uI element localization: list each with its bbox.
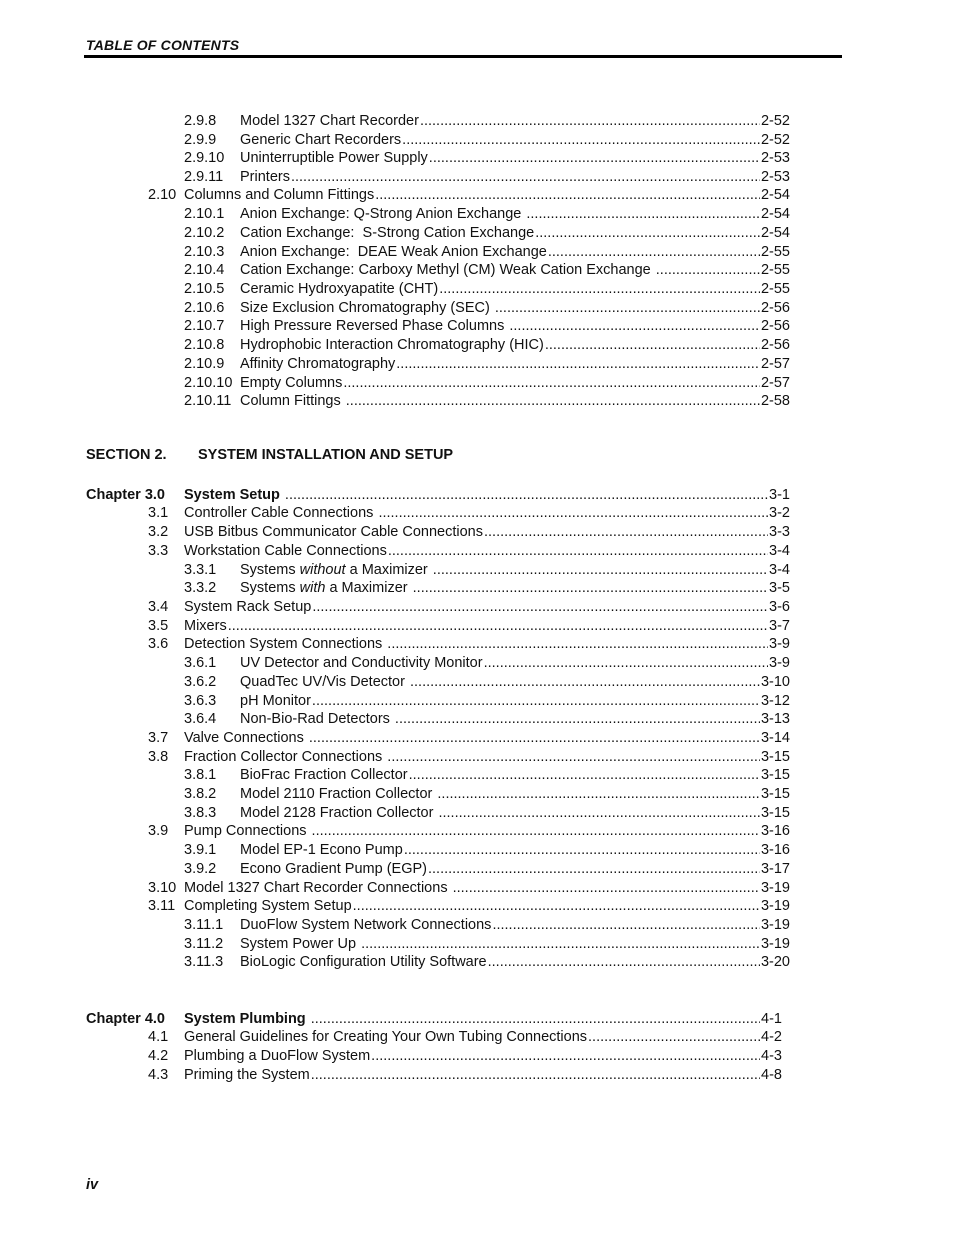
toc-entry[interactable] [184, 205, 790, 224]
toc-entry-page: 3-14 [760, 730, 790, 746]
toc-entry-title: Ceramic Hydroxyapatite (CHT) [240, 281, 439, 297]
toc-entry-title: Columns and Column Fittings [184, 187, 375, 203]
toc-entry-page: 3-7 [769, 618, 790, 634]
dot-leader [387, 635, 768, 654]
toc-entry[interactable] [184, 766, 790, 785]
section-number: SECTION 2. [86, 447, 167, 463]
toc-entry[interactable] [184, 841, 790, 860]
toc-entry[interactable] [184, 561, 790, 580]
toc-entry[interactable] [184, 860, 790, 879]
toc-entry-title: BioLogic Configuration Utility Software [240, 954, 487, 970]
toc-entry[interactable] [184, 710, 790, 729]
dot-leader [291, 168, 760, 187]
toc-entry-number: 2.9.10 [184, 150, 225, 166]
toc-entry-number: 3.6 [148, 636, 169, 652]
toc-entry[interactable] [184, 168, 790, 187]
dot-leader [402, 131, 760, 150]
dot-leader [437, 785, 760, 804]
toc-entry-title: Anion Exchange: Q-Strong Anion Exchange [240, 206, 526, 222]
dot-leader [228, 617, 768, 636]
toc-entry[interactable] [184, 916, 790, 935]
toc-entry[interactable] [148, 822, 790, 841]
toc-entry-title: Anion Exchange: DEAE Weak Anion Exchange [240, 244, 547, 260]
toc-entry-page: 2-55 [760, 281, 790, 297]
toc-entry-page: 3-16 [760, 823, 790, 839]
toc-entry-number: 3.8.1 [184, 767, 217, 783]
toc-entry-title: pH Monitor [240, 693, 311, 709]
toc-entry-title: Systems without a Maximizer [240, 562, 432, 578]
toc-entry-number: 3.11.3 [184, 954, 224, 970]
dot-leader [509, 317, 760, 336]
toc-entry-number: 3.2 [148, 524, 169, 540]
toc-entry-number: Chapter 3.0 [86, 487, 165, 503]
toc-entry[interactable] [184, 392, 790, 411]
toc-entry-title: USB Bitbus Communicator Cable Connections [184, 524, 483, 540]
toc-entry[interactable] [148, 729, 790, 748]
toc-entry-page: 3-15 [760, 767, 790, 783]
toc-entry[interactable] [184, 804, 790, 823]
toc-entry-page: 3-2 [769, 505, 790, 521]
toc-entry[interactable] [184, 692, 790, 711]
toc-entry-number: 2.10.7 [184, 318, 225, 334]
dot-leader [361, 935, 760, 954]
toc-entry-number: 2.10 [148, 187, 177, 203]
toc-entry-number: 3.3.1 [184, 562, 217, 578]
dot-leader [433, 561, 768, 580]
toc-entry-title: Empty Columns [240, 375, 343, 391]
dot-leader [285, 486, 768, 505]
toc-entry-page: 2-54 [760, 206, 790, 222]
toc-entry-page: 3-17 [760, 861, 790, 877]
toc-entry[interactable] [184, 317, 790, 336]
toc-entry-title: UV Detector and Conductivity Monitor [240, 655, 483, 671]
toc-entry-page: 4-3 [761, 1048, 782, 1064]
dot-leader [343, 374, 760, 393]
toc-entry-number: 2.10.10 [184, 375, 233, 391]
toc-entry-number: 3.6.2 [184, 674, 217, 690]
toc-entry-number: 3.8 [148, 749, 169, 765]
dot-leader [396, 355, 760, 374]
toc-entry-page: 3-16 [760, 842, 790, 858]
toc-entry-title: Workstation Cable Connections [184, 543, 387, 559]
dot-leader [548, 243, 760, 262]
toc-entry-number: 3.3 [148, 543, 169, 559]
toc-entry-title: DuoFlow System Network Connections [240, 917, 492, 933]
toc-entry-number: 3.3.2 [184, 580, 217, 596]
toc-entry[interactable] [184, 579, 790, 598]
running-header: TABLE OF CONTENTS [86, 37, 240, 53]
dot-leader [420, 112, 760, 131]
toc-entry-number: 3.6.4 [184, 711, 217, 727]
toc-entry[interactable] [148, 1047, 782, 1066]
toc-entry-title: Controller Cable Connections [184, 505, 378, 521]
toc-entry[interactable] [184, 785, 790, 804]
toc-entry-page: 3-13 [760, 711, 790, 727]
toc-entry-page: 4-2 [761, 1029, 782, 1045]
dot-leader [346, 392, 760, 411]
toc-entry-title: Model 1327 Chart Recorder [240, 113, 419, 129]
toc-entry-number: 3.9 [148, 823, 169, 839]
toc-entry-title: Completing System Setup [184, 898, 352, 914]
dot-leader [439, 280, 760, 299]
toc-entry-page: 2-53 [760, 150, 790, 166]
toc-entry-number: 2.9.9 [184, 132, 217, 148]
dot-leader [409, 766, 760, 785]
dot-leader [545, 336, 760, 355]
dot-leader [413, 579, 768, 598]
toc-entry[interactable] [184, 673, 790, 692]
toc-entry-number: 2.10.4 [184, 262, 225, 278]
toc-entry[interactable] [148, 1028, 782, 1047]
toc-entry-number: 2.10.6 [184, 300, 225, 316]
dot-leader [526, 205, 760, 224]
toc-entry-title: Pump Connections [184, 823, 311, 839]
toc-entry[interactable] [148, 635, 790, 654]
toc-entry-page: 4-8 [761, 1067, 782, 1083]
toc-entry-title: Model 2110 Fraction Collector [240, 786, 437, 802]
toc-entry-page: 2-58 [760, 393, 790, 409]
toc-entry-number: 3.10 [148, 880, 177, 896]
toc-entry-title: Non-Bio-Rad Detectors [240, 711, 394, 727]
toc-entry-page: 3-15 [760, 786, 790, 802]
dot-leader [353, 897, 760, 916]
toc-entry[interactable] [148, 617, 790, 636]
toc-entry-page: 3-6 [769, 599, 790, 615]
dot-leader [438, 804, 760, 823]
toc-entry-title: QuadTec UV/Vis Detector [240, 674, 409, 690]
toc-entry[interactable] [184, 224, 790, 243]
dot-leader [309, 729, 760, 748]
toc-entry-number: 2.10.1 [184, 206, 225, 222]
toc-entry[interactable] [184, 243, 790, 262]
dot-leader [404, 841, 760, 860]
toc-entry-number: 3.8.3 [184, 805, 217, 821]
toc-entry-title: Mixers [184, 618, 227, 634]
page-number: iv [86, 1177, 99, 1193]
section-title: SYSTEM INSTALLATION AND SETUP [198, 447, 454, 463]
dot-leader [371, 1047, 760, 1066]
dot-leader [311, 1010, 760, 1029]
toc-entry-number: 4.2 [148, 1048, 169, 1064]
toc-entry-number: 2.10.8 [184, 337, 225, 353]
toc-entry-page: 2-56 [760, 300, 790, 316]
toc-entry-page: 2-53 [760, 169, 790, 185]
toc-entry-title: General Guidelines for Creating Your Own Tubing Connections [184, 1029, 588, 1045]
section-heading [86, 447, 453, 463]
dot-leader [312, 598, 768, 617]
toc-entry-title: Uninterruptible Power Supply [240, 150, 428, 166]
toc-entry-number: 3.9.2 [184, 861, 217, 877]
toc-entry-title: High Pressure Reversed Phase Columns [240, 318, 509, 334]
toc-entry-page: 3-3 [769, 524, 790, 540]
toc-entry[interactable] [184, 299, 790, 318]
toc-entry-number: 2.10.11 [184, 393, 232, 409]
dot-leader [535, 224, 760, 243]
dot-leader [312, 822, 760, 841]
toc-entry[interactable] [184, 654, 790, 673]
dot-leader [656, 261, 760, 280]
toc-entry-number: 3.11.2 [184, 936, 224, 952]
toc-entry-number: 3.8.2 [184, 786, 217, 802]
toc-entry[interactable] [148, 186, 790, 205]
toc-entry-number: 2.10.5 [184, 281, 225, 297]
toc-entry[interactable] [148, 504, 790, 523]
dot-leader [410, 673, 760, 692]
toc-entry-title: Model 1327 Chart Recorder Connections [184, 880, 452, 896]
toc-entry-page: 3-20 [760, 954, 790, 970]
dot-leader [488, 953, 760, 972]
dot-leader [492, 916, 760, 935]
toc-entry-page: 2-52 [760, 132, 790, 148]
toc-entry[interactable] [184, 280, 790, 299]
dot-leader [428, 860, 760, 879]
toc-entry-number: 3.4 [148, 599, 169, 615]
toc-entry[interactable] [184, 336, 790, 355]
toc-entry-number: 3.6.3 [184, 693, 217, 709]
toc-entry[interactable] [184, 355, 790, 374]
dot-leader [484, 654, 768, 673]
toc-entry[interactable] [184, 149, 790, 168]
toc-entry-title: System Rack Setup [184, 599, 312, 615]
toc-entry-title: Size Exclusion Chromatography (SEC) [240, 300, 494, 316]
toc-entry-title: BioFrac Fraction Collector [240, 767, 408, 783]
toc-entry-page: 3-15 [760, 749, 790, 765]
toc-entry-title: Model EP-1 Econo Pump [240, 842, 403, 858]
toc-entry-title: System Setup [184, 487, 284, 503]
toc-entry-title: Econo Gradient Pump (EGP) [240, 861, 427, 877]
toc-entry-page: 2-57 [760, 375, 790, 391]
toc-entry-page: 3-19 [760, 880, 790, 896]
toc-entry-number: 3.6.1 [184, 655, 217, 671]
toc-entry[interactable] [184, 374, 790, 393]
toc-entry-number: 3.9.1 [184, 842, 217, 858]
toc-entry[interactable] [148, 897, 790, 916]
toc-entry-page: 2-56 [760, 318, 790, 334]
toc-entry-page: 2-55 [760, 244, 790, 260]
dot-leader [395, 710, 760, 729]
toc-entry-page: 2-55 [760, 262, 790, 278]
toc-entry-page: 3-19 [760, 917, 790, 933]
toc-entry-page: 2-52 [760, 113, 790, 129]
toc-entry-page: 3-4 [769, 562, 790, 578]
toc-entry-title: System Plumbing [184, 1011, 310, 1027]
toc-entry-number: 4.1 [148, 1029, 169, 1045]
header-rule [84, 55, 842, 58]
toc-entry-number: 4.3 [148, 1067, 169, 1083]
toc-entry-number: 3.5 [148, 618, 169, 634]
toc-entry-title: Cation Exchange: S-Strong Cation Exchange [240, 225, 535, 241]
dot-leader [484, 523, 768, 542]
toc-entry-page: 3-15 [760, 805, 790, 821]
toc-entry-number: 3.11 [148, 898, 176, 914]
toc-entry-title: Generic Chart Recorders [240, 132, 402, 148]
toc-entry-number: 2.10.2 [184, 225, 225, 241]
toc-entry-title: Model 2128 Fraction Collector [240, 805, 438, 821]
dot-leader [588, 1028, 760, 1047]
toc-entry-page: 3-19 [760, 936, 790, 952]
dot-leader [378, 504, 768, 523]
toc-entry-title: Systems with a Maximizer [240, 580, 412, 596]
toc-entry-title: Plumbing a DuoFlow System [184, 1048, 371, 1064]
toc-entry-number: Chapter 4.0 [86, 1011, 165, 1027]
toc-entry-number: 2.10.3 [184, 244, 225, 260]
toc-entry-page: 4-1 [761, 1011, 782, 1027]
dot-leader [429, 149, 760, 168]
dot-leader [375, 186, 760, 205]
toc-entry-page: 2-54 [760, 225, 790, 241]
toc-entry-page: 3-4 [769, 543, 790, 559]
toc-entry-page: 3-5 [769, 580, 790, 596]
toc-entry-page: 3-12 [760, 693, 790, 709]
toc-entry[interactable] [148, 748, 790, 767]
toc-entry-number: 3.7 [148, 730, 169, 746]
dot-leader [453, 879, 760, 898]
dot-leader [312, 692, 760, 711]
toc-entry-title: Valve Connections [184, 730, 308, 746]
toc-entry-number: 3.1 [148, 505, 169, 521]
toc-entry-title: Fraction Collector Connections [184, 749, 387, 765]
toc-entry[interactable] [184, 112, 790, 131]
dot-leader [311, 1066, 760, 1085]
toc-entry[interactable] [86, 1010, 782, 1029]
dot-leader [388, 542, 768, 561]
toc-entry[interactable] [86, 486, 790, 505]
toc-entry-title: Affinity Chromatography [240, 356, 396, 372]
toc-entry-page: 2-57 [760, 356, 790, 372]
dot-leader [495, 299, 760, 318]
toc-entry[interactable] [184, 261, 790, 280]
toc-entry-title: Detection System Connections [184, 636, 387, 652]
toc-entry-title: Priming the System [184, 1067, 310, 1083]
toc-entry-title: Hydrophobic Interaction Chromatography (HIC) [240, 337, 544, 353]
toc-entry-number: 2.9.8 [184, 113, 217, 129]
toc-entry-number: 3.11.1 [184, 917, 224, 933]
toc-entry-title: Cation Exchange: Carboxy Methyl (CM) Weak Cation Exchange [240, 262, 655, 278]
toc-entry-page: 2-54 [760, 187, 790, 203]
toc-entry[interactable] [148, 523, 790, 542]
toc-entry-title: Printers [240, 169, 290, 185]
toc-entry[interactable] [148, 542, 790, 561]
toc-entry[interactable] [148, 598, 790, 617]
toc-entry[interactable] [184, 953, 790, 972]
toc-entry-page: 3-10 [760, 674, 790, 690]
toc-entry-page: 3-1 [769, 487, 790, 503]
toc-entry[interactable] [184, 131, 790, 150]
toc-entry-title: System Power Up [240, 936, 361, 952]
toc-entry-page: 3-9 [769, 636, 790, 652]
toc-entry[interactable] [148, 1066, 782, 1085]
toc-entry[interactable] [148, 879, 790, 898]
toc-entry-number: 2.9.11 [184, 169, 224, 185]
toc-entry-title: Column Fittings [240, 393, 345, 409]
toc-entry-page: 2-56 [760, 337, 790, 353]
toc-entry-number: 2.10.9 [184, 356, 225, 372]
toc-entry-page: 3-19 [760, 898, 790, 914]
toc-entry-page: 3-9 [769, 655, 790, 671]
dot-leader [387, 748, 760, 767]
toc-entry[interactable] [184, 935, 790, 954]
